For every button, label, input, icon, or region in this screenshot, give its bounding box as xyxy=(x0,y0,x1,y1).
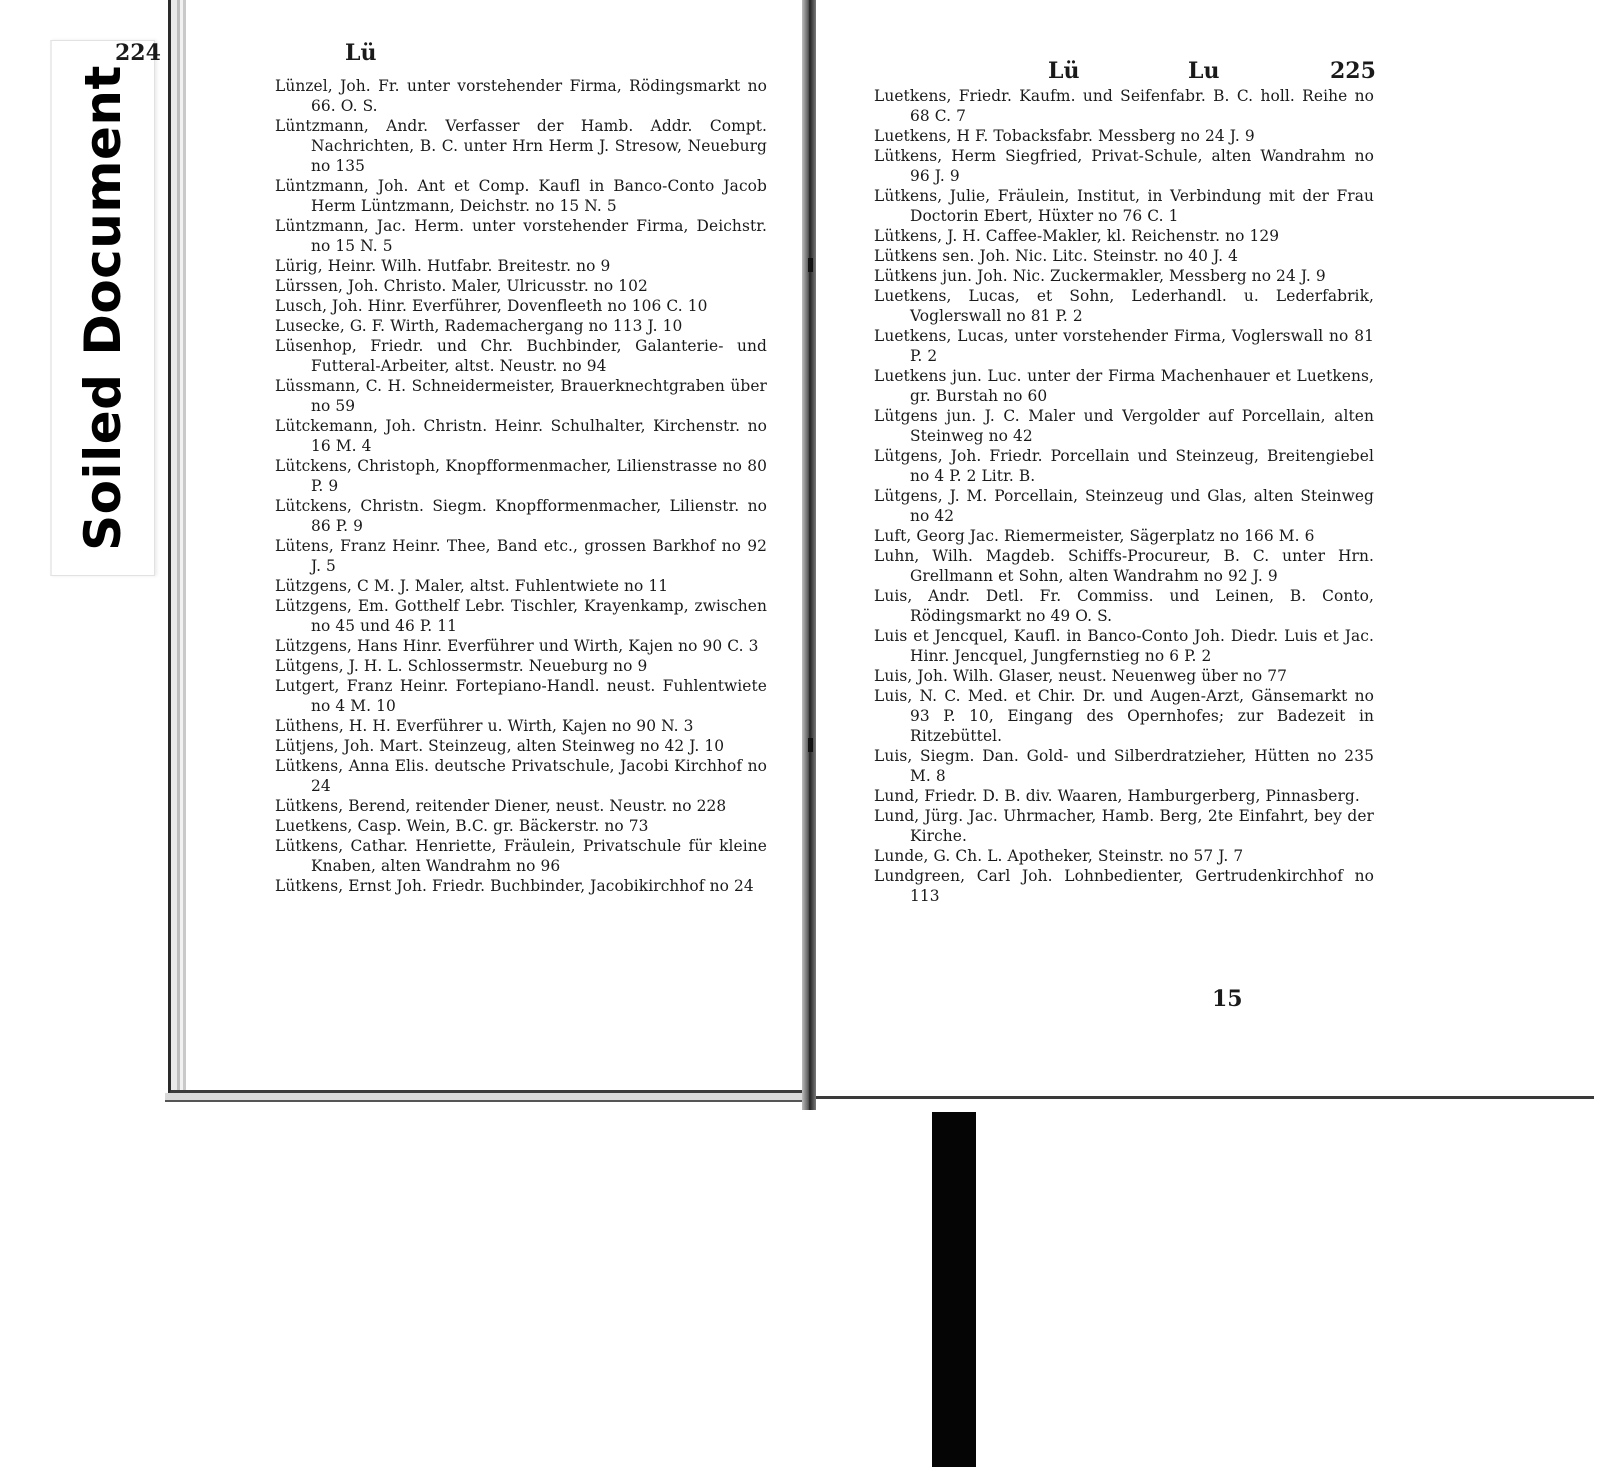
document-label: Soiled Document xyxy=(74,65,132,551)
directory-entry: Lützgens, Em. Gotthelf Lebr. Tischler, Krayenkamp, zwischen no 45 und 46 P. 11 xyxy=(275,597,767,635)
directory-entry: Lütgens, J. H. L. Schlossermstr. Neueburg no 9 xyxy=(275,657,648,675)
directory-entry: Lütkens, Anna Elis. deutsche Privatschule, Jacobi Kirchhof no 24 xyxy=(275,757,767,795)
directory-entry: Lundgreen, Carl Joh. Lohnbedienter, Gertrudenkirchhof no 113 xyxy=(874,867,1374,905)
left-page-header xyxy=(115,40,615,76)
left-page-header-letters: Lü xyxy=(345,40,377,66)
directory-entry: Luetkens, Friedr. Kaufm. und Seifenfabr. B. C. holl. Reihe no 68 C. 7 xyxy=(874,87,1374,125)
directory-entry: Lusch, Joh. Hinr. Everführer, Dovenfleeth no 106 C. 10 xyxy=(275,297,708,315)
directory-entry: Luft, Georg Jac. Riemermeister, Sägerplatz no 166 M. 6 xyxy=(874,527,1315,545)
directory-entry: Lütens, Franz Heinr. Thee, Band etc., grossen Barkhof no 92 J. 5 xyxy=(275,537,767,575)
left-entry-list xyxy=(275,76,767,896)
spine-mark xyxy=(808,738,813,752)
signature-mark: 15 xyxy=(1212,986,1243,1012)
directory-entry: Lüssmann, C. H. Schneidermeister, Brauerknechtgraben über no 59 xyxy=(275,377,767,415)
directory-entry: Lürssen, Joh. Christo. Maler, Ulricusstr. no 102 xyxy=(275,277,648,295)
directory-entry: Lürig, Heinr. Wilh. Hutfabr. Breitestr. no 9 xyxy=(275,257,611,275)
directory-entry: Lütkens, Cathar. Henriette, Fräulein, Privatschule für kleine Knaben, alten Wandrahm no 96 xyxy=(275,837,767,875)
directory-entry: Lüntzmann, Joh. Ant et Comp. Kaufl in Banco-Conto Jacob Herm Lüntzmann, Deichstr. no 15 N. 5 xyxy=(275,177,767,215)
directory-entry: Luhn, Wilh. Magdeb. Schiffs-Procureur, B. C. unter Hrn. Grellmann et Sohn, alten Wandrahm no 92 J. 9 xyxy=(874,547,1374,585)
directory-entry: Luis, Siegm. Dan. Gold- und Silberdratzieher, Hütten no 235 M. 8 xyxy=(874,747,1374,785)
directory-entry: Lüthens, H. H. Everführer u. Wirth, Kajen no 90 N. 3 xyxy=(275,717,694,735)
directory-entry: Lütgens, Joh. Friedr. Porcellain und Steinzeug, Breitengiebel no 4 P. 2 Litr. B. xyxy=(874,447,1374,485)
directory-entry: Lütgens jun. J. C. Maler und Vergolder auf Porcellain, alten Steinweg no 42 xyxy=(874,407,1374,445)
directory-entry: Lütkens jun. Joh. Nic. Zuckermakler, Messberg no 24 J. 9 xyxy=(874,267,1326,285)
directory-entry: Luetkens jun. Luc. unter der Firma Machenhauer et Luetkens, gr. Burstah no 60 xyxy=(874,367,1374,405)
directory-entry: Lünzel, Joh. Fr. unter vorstehender Firma, Rödingsmarkt no 66. O. S. xyxy=(275,77,767,115)
directory-entry: Luetkens, Lucas, unter vorstehender Firma, Voglerswall no 81 P. 2 xyxy=(874,327,1374,365)
directory-entry: Lütckemann, Joh. Christn. Heinr. Schulhalter, Kirchenstr. no 16 M. 4 xyxy=(275,417,767,455)
right-page-header-right: Lu xyxy=(1188,58,1220,84)
directory-entry: Lützgens, C M. J. Maler, altst. Fuhlentwiete no 11 xyxy=(275,577,669,595)
directory-entry: Lutgert, Franz Heinr. Fortepiano-Handl. neust. Fuhlentwiete no 4 M. 10 xyxy=(275,677,767,715)
directory-entry: Lütkens, Ernst Joh. Friedr. Buchbinder, Jacobikirchhof no 24 xyxy=(275,877,754,895)
left-page-number: 224 xyxy=(115,40,161,66)
directory-entry: Luis, N. C. Med. et Chir. Dr. und Augen-Arzt, Gänsemarkt no 93 P. 10, Eingang des Opernhofes; zur Badezeit in Ritzebüttel. xyxy=(874,687,1374,745)
directory-entry: Luetkens, H F. Tobacksfabr. Messberg no 24 J. 9 xyxy=(874,127,1255,145)
right-page-number: 225 xyxy=(1330,58,1376,84)
directory-entry: Lütckens, Christn. Siegm. Knopfformenmacher, Lilienstr. no 86 P. 9 xyxy=(275,497,767,535)
directory-entry: Luis, Joh. Wilh. Glaser, neust. Neuenweg über no 77 xyxy=(874,667,1288,685)
directory-entry: Lüsenhop, Friedr. und Chr. Buchbinder, Galanterie- und Futteral-Arbeiter, altst. Neustr. no 94 xyxy=(275,337,767,375)
directory-entry: Lützgens, Hans Hinr. Everführer und Wirth, Kajen no 90 C. 3 xyxy=(275,637,759,655)
directory-entry: Lusecke, G. F. Wirth, Rademachergang no 113 J. 10 xyxy=(275,317,683,335)
directory-entry: Luetkens, Lucas, et Sohn, Lederhandl. u. Lederfabrik, Voglerswall no 81 P. 2 xyxy=(874,287,1374,325)
directory-entry: Lütgens, J. M. Porcellain, Steinzeug und Glas, alten Steinweg no 42 xyxy=(874,487,1374,525)
document-label-tab xyxy=(50,40,155,576)
directory-entry: Lunde, G. Ch. L. Apotheker, Steinstr. no 57 J. 7 xyxy=(874,847,1244,865)
directory-entry: Lund, Friedr. D. B. div. Waaren, Hamburgerberg, Pinnasberg. xyxy=(874,787,1360,805)
directory-entry: Lütkens, Berend, reitender Diener, neust. Neustr. no 228 xyxy=(275,797,727,815)
directory-entry: Luis, Andr. Detl. Fr. Commiss. und Leinen, B. Conto, Rödingsmarkt no 49 O. S. xyxy=(874,587,1374,625)
directory-entry: Luis et Jencquel, Kaufl. in Banco-Conto Joh. Diedr. Luis et Jac. Hinr. Jencquel, Jungfernstieg no 6 P. 2 xyxy=(874,627,1374,665)
bookmark-ribbon xyxy=(932,1112,976,1467)
spine-mark xyxy=(808,258,813,272)
book-gutter xyxy=(802,0,816,1110)
directory-entry: Lütckens, Christoph, Knopfformenmacher, Lilienstrasse no 80 P. 9 xyxy=(275,457,767,495)
directory-entry: Lund, Jürg. Jac. Uhrmacher, Hamb. Berg, 2te Einfahrt, bey der Kirche. xyxy=(874,807,1374,845)
directory-entry: Lütkens sen. Joh. Nic. Litc. Steinstr. no 40 J. 4 xyxy=(874,247,1239,265)
directory-entry: Luetkens, Casp. Wein, B.C. gr. Bäckerstr. no 73 xyxy=(275,817,649,835)
directory-entry: Lüntzmann, Andr. Verfasser der Hamb. Addr. Compt. Nachrichten, B. C. unter Hrn Herm J. Stresow, Neueburg no 135 xyxy=(275,117,767,175)
directory-entry: Lüntzmann, Jac. Herm. unter vorstehender Firma, Deichstr. no 15 N. 5 xyxy=(275,217,767,255)
right-entry-list xyxy=(874,86,1374,906)
directory-entry: Lütkens, Julie, Fräulein, Institut, in Verbindung mit der Frau Doctorin Ebert, Hüxter no 76 C. 1 xyxy=(874,187,1374,225)
directory-entry: Lütkens, J. H. Caffee-Makler, kl. Reichenstr. no 129 xyxy=(874,227,1280,245)
directory-entry: Lütjens, Joh. Mart. Steinzeug, alten Steinweg no 42 J. 10 xyxy=(275,737,725,755)
directory-entry: Lütkens, Herm Siegfried, Privat-Schule, alten Wandrahm no 96 J. 9 xyxy=(874,147,1374,185)
right-page-header-left: Lü xyxy=(1048,58,1080,84)
